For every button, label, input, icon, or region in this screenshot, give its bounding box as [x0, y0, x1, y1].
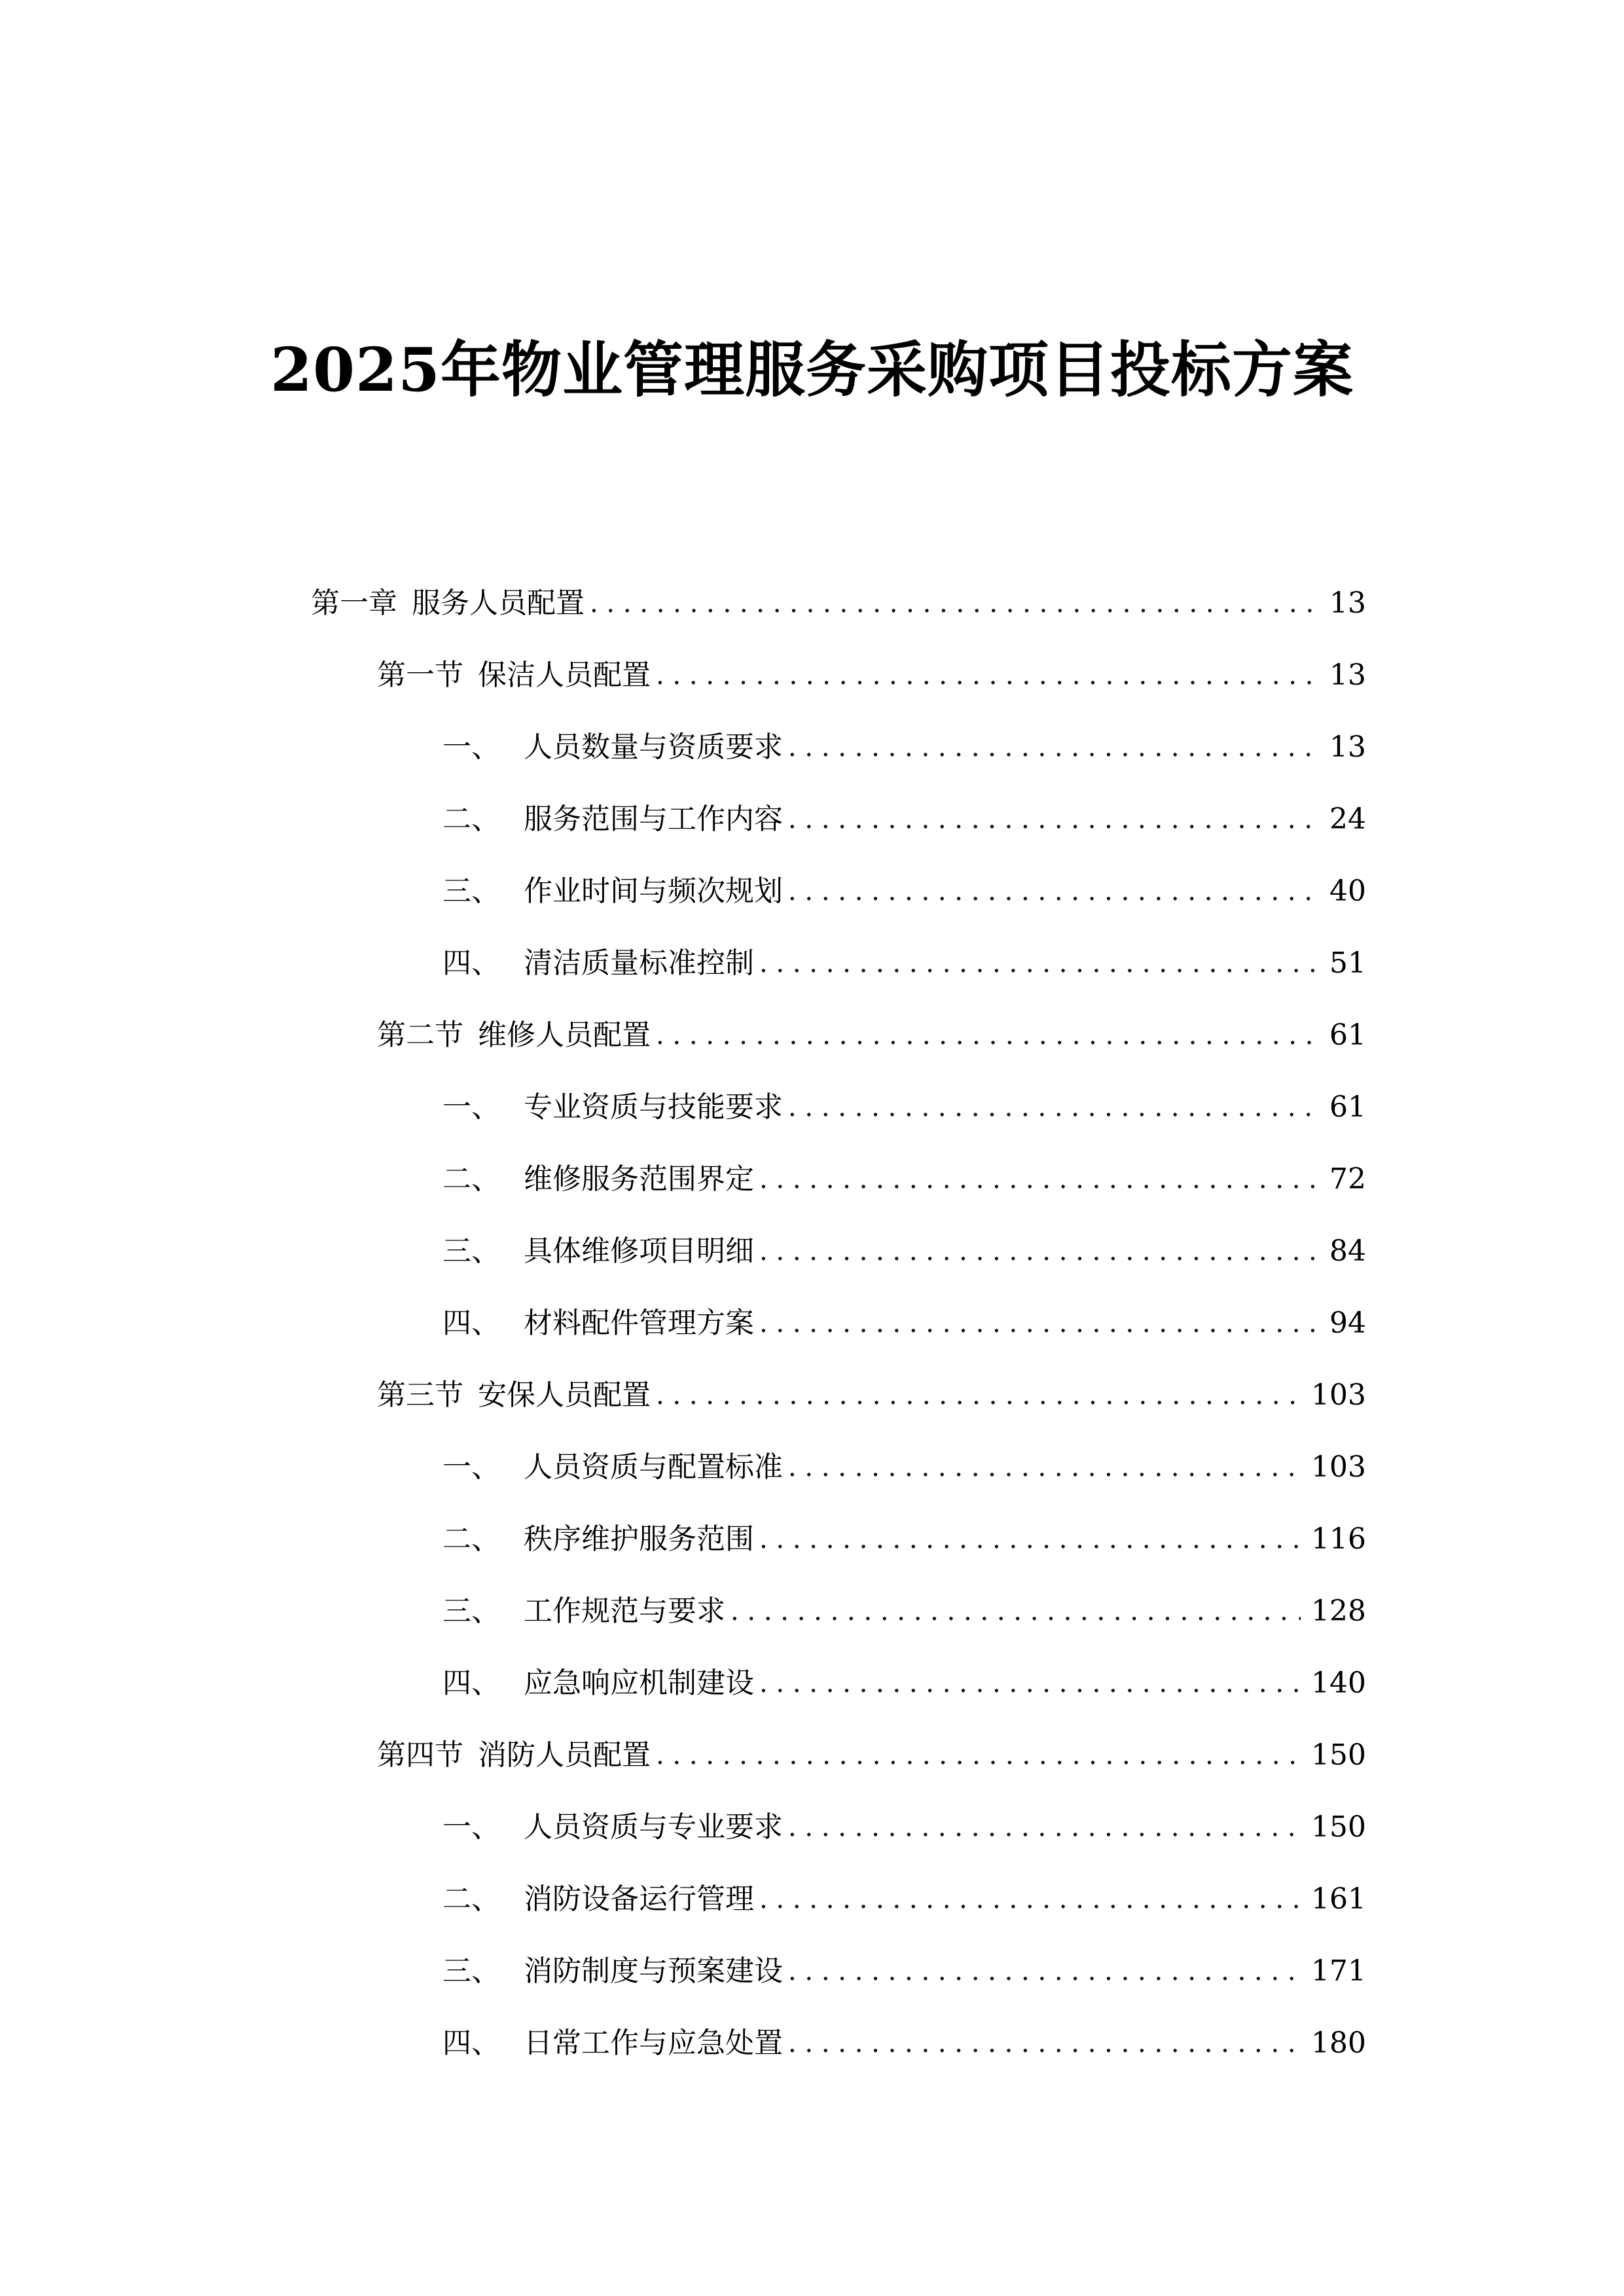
toc-section-row[interactable]: [377, 1369, 1366, 1422]
toc-chapter-number: 第一章: [311, 586, 397, 620]
toc-section-label: 安保人员配置: [478, 1378, 651, 1412]
toc-item-number: 二、: [442, 1882, 500, 1916]
toc-page-number: 128: [1311, 1594, 1366, 1628]
toc-dot-leader: [788, 2017, 1301, 2070]
toc-page-number: 103: [1311, 1450, 1366, 1484]
toc-item-label: 人员资质与配置标准: [524, 1450, 783, 1484]
toc-item-number: 二、: [442, 1162, 500, 1196]
toc-section-row[interactable]: [377, 649, 1366, 702]
toc-dot-leader: [656, 1369, 1301, 1422]
toc-item-number: 一、: [442, 1450, 500, 1484]
toc-page-number: 180: [1311, 2026, 1366, 2060]
toc-item-label: 作业时间与频次规划: [524, 874, 783, 908]
page-title: 2025年物业管理服务采购项目投标方案: [270, 334, 1354, 405]
toc-dot-leader: [759, 1513, 1301, 1566]
toc-item-row[interactable]: [442, 1225, 1366, 1278]
toc-dot-leader: [759, 1153, 1319, 1206]
toc-dot-leader: [759, 1657, 1301, 1710]
toc-dot-leader: [788, 865, 1319, 918]
toc-chapter-label: 服务人员配置: [412, 586, 585, 620]
toc-item-number: 三、: [442, 1594, 500, 1628]
toc-dot-leader: [788, 793, 1319, 846]
toc-item-number: 二、: [442, 802, 500, 836]
toc-item-number: 四、: [442, 2026, 500, 2060]
toc-item-number: 四、: [442, 1666, 500, 1700]
toc-item-label: 材料配件管理方案: [524, 1306, 754, 1340]
toc-dot-leader: [788, 1081, 1319, 1134]
toc-item-number: 三、: [442, 874, 500, 908]
toc-page-number: 84: [1329, 1234, 1366, 1268]
toc-page-number: 13: [1329, 586, 1366, 620]
toc-dot-leader: [656, 1729, 1301, 1782]
toc-page-number: 51: [1329, 946, 1366, 980]
toc-section-label: 维修人员配置: [478, 1018, 651, 1052]
toc-dot-leader: [759, 1873, 1301, 1926]
toc-dot-leader: [759, 1297, 1319, 1350]
toc-item-label: 具体维修项目明细: [524, 1234, 754, 1268]
toc-item-row[interactable]: [442, 1945, 1366, 1998]
toc-page-number: 40: [1329, 874, 1366, 908]
toc-item-label: 维修服务范围界定: [524, 1162, 754, 1196]
toc-item-row[interactable]: [442, 2017, 1366, 2070]
toc-item-label: 消防制度与预案建设: [524, 1954, 783, 1988]
toc-page-number: 103: [1311, 1378, 1366, 1412]
toc-page-number: 140: [1311, 1666, 1366, 1700]
toc-item-label: 人员资质与专业要求: [524, 1810, 783, 1844]
toc-page-number: 150: [1311, 1810, 1366, 1844]
toc-item-number: 三、: [442, 1954, 500, 1988]
toc-dot-leader: [656, 1009, 1319, 1062]
toc-page-number: 24: [1329, 802, 1366, 836]
toc-item-label: 清洁质量标准控制: [524, 946, 754, 980]
toc-item-number: 四、: [442, 1306, 500, 1340]
toc-dot-leader: [590, 577, 1319, 630]
toc-item-row[interactable]: [442, 937, 1366, 990]
toc-item-number: 一、: [442, 1090, 500, 1124]
toc-section-number: 第三节: [377, 1378, 463, 1412]
toc-item-label: 消防设备运行管理: [524, 1882, 754, 1916]
toc-page-number: 94: [1329, 1306, 1366, 1340]
toc-dot-leader: [788, 1945, 1301, 1998]
toc-item-label: 人员数量与资质要求: [524, 730, 783, 764]
toc-item-number: 二、: [442, 1522, 500, 1556]
toc-section-row[interactable]: [377, 1009, 1366, 1062]
toc-page-number: 13: [1329, 730, 1366, 764]
toc-page-number: 116: [1311, 1522, 1366, 1556]
toc-item-label: 服务范围与工作内容: [524, 802, 783, 836]
toc-item-row[interactable]: [442, 1081, 1366, 1134]
toc-dot-leader: [759, 1225, 1319, 1278]
toc-dot-leader: [759, 937, 1319, 990]
toc-item-label: 专业资质与技能要求: [524, 1090, 783, 1124]
toc-item-label: 应急响应机制建设: [524, 1666, 754, 1700]
toc-item-number: 一、: [442, 730, 500, 764]
toc-item-row[interactable]: [442, 1585, 1366, 1638]
toc-chapter-row[interactable]: [311, 577, 1366, 630]
toc-item-row[interactable]: [442, 1801, 1366, 1854]
toc-item-label: 秩序维护服务范围: [524, 1522, 754, 1556]
toc-item-row[interactable]: [442, 1513, 1366, 1566]
toc-item-row[interactable]: [442, 1873, 1366, 1926]
toc-section-number: 第一节: [377, 658, 463, 692]
toc-item-row[interactable]: [442, 1441, 1366, 1494]
toc-page-number: 61: [1329, 1018, 1366, 1052]
toc-item-row[interactable]: [442, 1153, 1366, 1206]
toc-item-number: 三、: [442, 1234, 500, 1268]
toc-item-row[interactable]: [442, 793, 1366, 846]
toc-item-number: 四、: [442, 946, 500, 980]
toc-page-number: 161: [1311, 1882, 1366, 1916]
toc-item-row[interactable]: [442, 1657, 1366, 1710]
toc-section-number: 第二节: [377, 1018, 463, 1052]
toc-dot-leader: [788, 1441, 1301, 1494]
toc-dot-leader: [788, 1801, 1301, 1854]
toc-item-row[interactable]: [442, 865, 1366, 918]
toc-page-number: 13: [1329, 658, 1366, 692]
toc-item-number: 一、: [442, 1810, 500, 1844]
toc-page-number: 72: [1329, 1162, 1366, 1196]
toc-dot-leader: [788, 721, 1319, 774]
toc-section-label: 保洁人员配置: [478, 658, 651, 692]
toc-page-number: 61: [1329, 1090, 1366, 1124]
toc-section-label: 消防人员配置: [478, 1738, 651, 1772]
toc-item-row[interactable]: [442, 1297, 1366, 1350]
toc-page-number: 150: [1311, 1738, 1366, 1772]
toc-page-number: 171: [1311, 1954, 1366, 1988]
toc-section-number: 第四节: [377, 1738, 463, 1772]
toc-item-label: 日常工作与应急处置: [524, 2026, 783, 2060]
toc-dot-leader: [731, 1585, 1301, 1638]
toc-item-row[interactable]: [442, 721, 1366, 774]
toc-item-label: 工作规范与要求: [524, 1594, 725, 1628]
toc-dot-leader: [656, 649, 1319, 702]
toc-section-row[interactable]: [377, 1729, 1366, 1782]
